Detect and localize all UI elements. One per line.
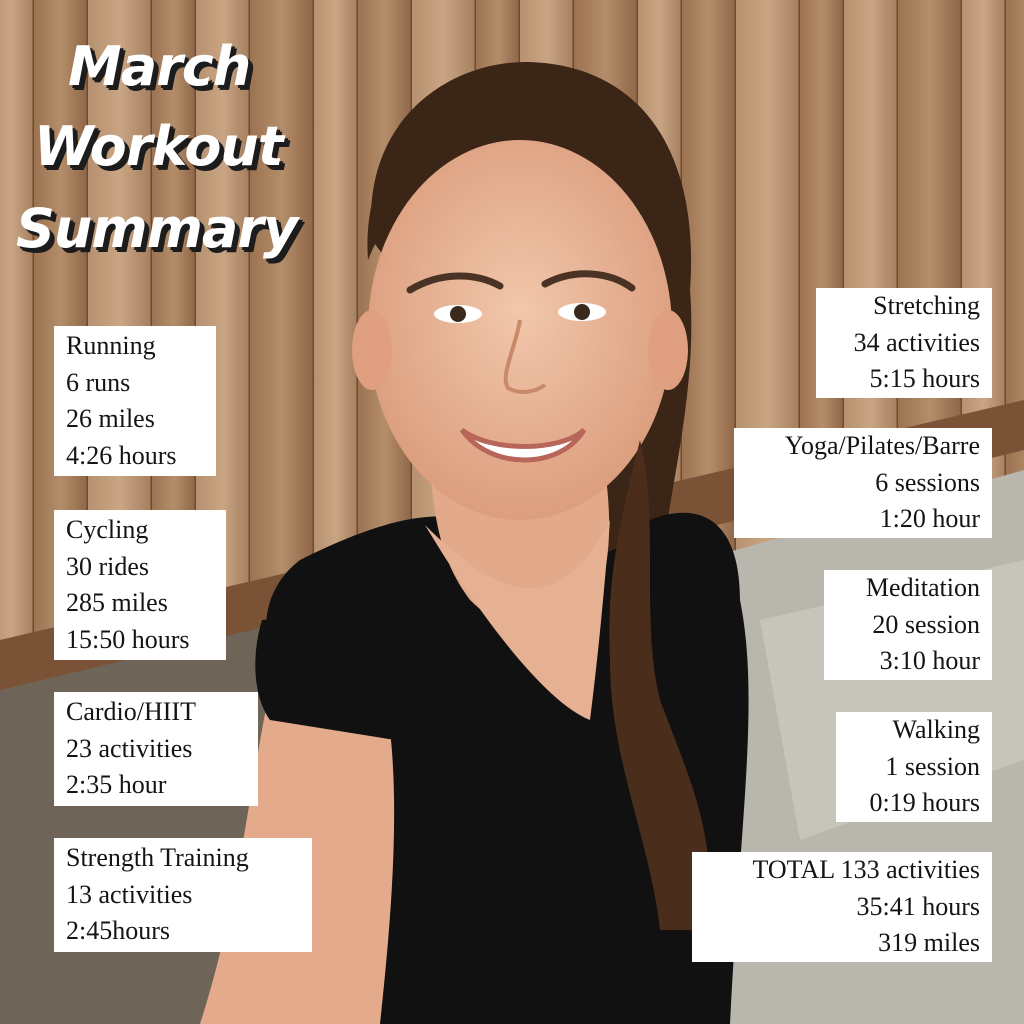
fence-plank xyxy=(0,0,34,700)
card-heading: Stretching xyxy=(873,291,980,320)
card-stat: 3:10 hour xyxy=(879,646,980,675)
card-stat: 6 runs xyxy=(66,367,131,397)
card-stat: 285 miles xyxy=(66,588,168,617)
card-stat: 35:41 hours xyxy=(856,891,980,921)
card-stat: 5:15 hours xyxy=(869,364,980,393)
card-stat: 34 activities xyxy=(853,327,980,357)
strength-training-card xyxy=(54,838,312,952)
card-heading: Walking xyxy=(892,715,980,744)
card-stat: 4:26 hours xyxy=(66,440,177,470)
card-heading: Meditation xyxy=(865,573,980,602)
card-stat: 2:45hours xyxy=(66,916,170,945)
title-line-3: Summary xyxy=(16,197,298,260)
stretching-card xyxy=(816,288,992,398)
card-stat: 6 sessions xyxy=(875,467,980,497)
card-stat: 30 rides xyxy=(66,551,150,581)
card-stat: 1:20 hour xyxy=(879,504,980,533)
card-stat: 23 activities xyxy=(66,733,193,763)
title-line-2: Workout xyxy=(34,115,283,178)
meditation-card xyxy=(824,570,992,680)
card-stat: 20 session xyxy=(872,609,980,639)
title-line-1: March xyxy=(68,35,251,98)
card-heading: Strength Training xyxy=(66,843,249,872)
cardio-hiit-card xyxy=(54,692,258,806)
card-stat: 1 session xyxy=(885,751,980,781)
card-heading: Yoga/Pilates/Barre xyxy=(784,431,980,460)
walking-card xyxy=(836,712,992,822)
card-stat: 13 activities xyxy=(66,879,193,909)
card-stat: 319 miles xyxy=(878,928,980,957)
total-card xyxy=(692,852,992,962)
card-heading: Cardio/HIIT xyxy=(66,697,196,726)
card-stat: 2:35 hour xyxy=(66,770,167,799)
card-stat: 0:19 hours xyxy=(869,788,980,817)
cycling-card xyxy=(54,510,226,660)
running-card xyxy=(54,326,216,476)
card-heading: TOTAL 133 activities xyxy=(752,855,980,884)
card-heading: Cycling xyxy=(66,515,149,544)
yoga-pilates-barre-card xyxy=(734,428,992,538)
card-stat: 15:50 hours xyxy=(66,624,190,654)
card-heading: Running xyxy=(66,331,156,360)
card-stat: 26 miles xyxy=(66,404,155,433)
